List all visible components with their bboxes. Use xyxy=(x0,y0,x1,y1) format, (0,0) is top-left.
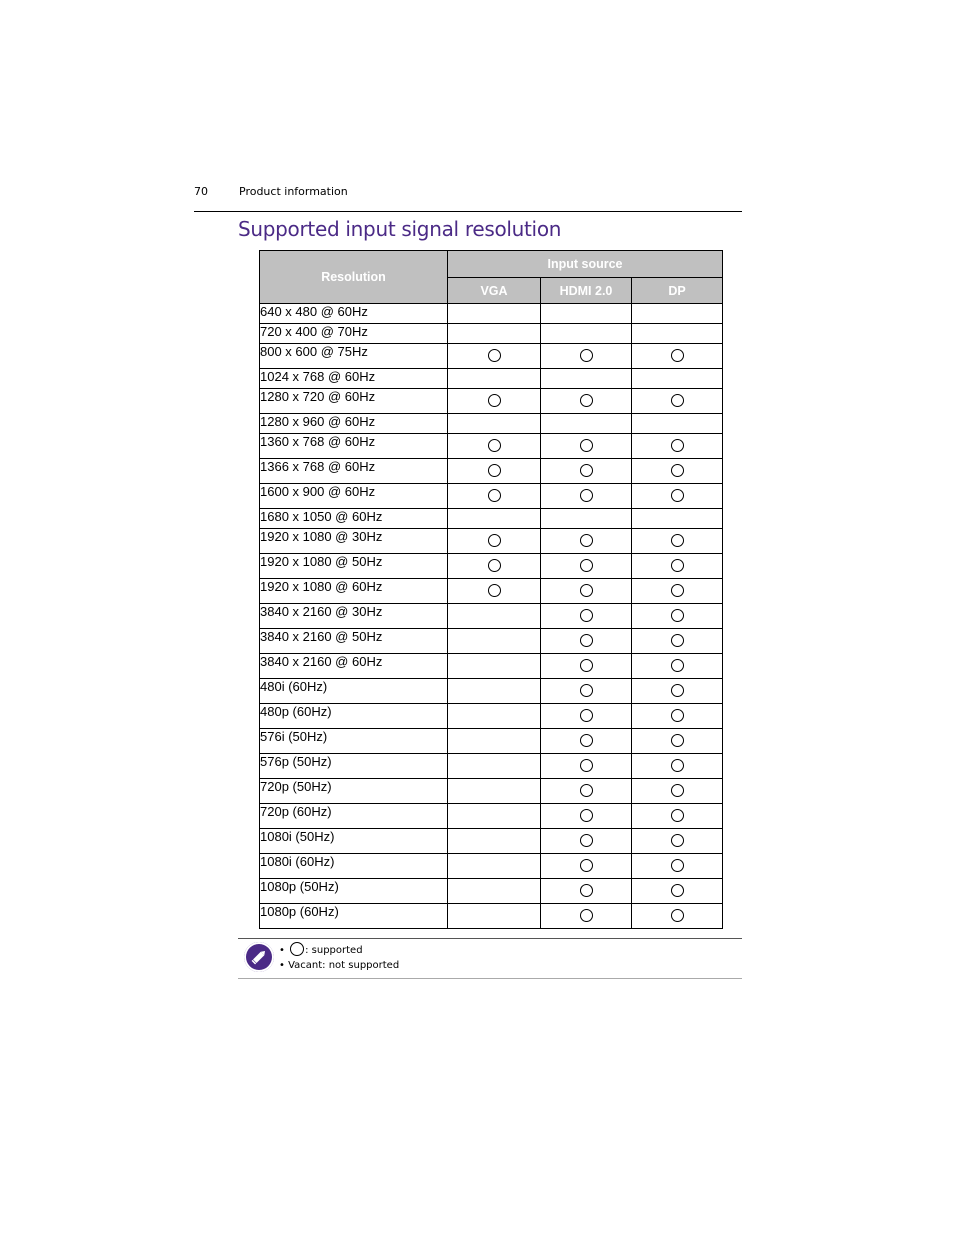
support-cell-dp xyxy=(632,414,723,434)
support-cell-dp xyxy=(632,754,723,779)
support-cell-dp xyxy=(632,804,723,829)
table-body xyxy=(260,304,723,929)
supported-circle-icon xyxy=(580,684,593,697)
support-cell-vga xyxy=(448,629,541,654)
table-row xyxy=(260,389,723,414)
page-header xyxy=(194,184,742,212)
supported-circle-icon xyxy=(671,834,684,847)
support-cell-hdmi xyxy=(541,704,632,729)
pencil-note-icon xyxy=(244,942,274,972)
support-cell-vga xyxy=(448,324,541,344)
supported-circle-icon xyxy=(671,759,684,772)
input-source-header: Input source xyxy=(448,251,723,278)
note-bullet: • xyxy=(279,960,285,971)
support-cell-dp xyxy=(632,324,723,344)
resolution-cell: 720p (60Hz) xyxy=(260,804,448,829)
column-header-vga: VGA xyxy=(448,278,541,304)
table-row xyxy=(260,904,723,929)
resolution-cell: 720p (50Hz) xyxy=(260,779,448,804)
support-cell-dp xyxy=(632,679,723,704)
resolution-cell: 1280 x 720 @ 60Hz xyxy=(260,389,448,414)
section-name: Product information xyxy=(239,185,348,198)
table-row xyxy=(260,484,723,509)
supported-circle-icon xyxy=(580,809,593,822)
support-cell-dp xyxy=(632,304,723,324)
resolution-cell: 3840 x 2160 @ 30Hz xyxy=(260,604,448,629)
support-cell-hdmi xyxy=(541,579,632,604)
support-cell-dp xyxy=(632,579,723,604)
supported-circle-icon xyxy=(488,534,501,547)
resolution-cell: 640 x 480 @ 60Hz xyxy=(260,304,448,324)
support-cell-dp xyxy=(632,879,723,904)
support-cell-hdmi xyxy=(541,304,632,324)
support-cell-dp xyxy=(632,344,723,369)
supported-circle-icon xyxy=(671,349,684,362)
support-cell-vga xyxy=(448,579,541,604)
table-row xyxy=(260,369,723,389)
resolution-cell: 576p (50Hz) xyxy=(260,754,448,779)
support-cell-vga xyxy=(448,484,541,509)
supported-circle-icon xyxy=(671,559,684,572)
supported-circle-icon xyxy=(671,884,684,897)
supported-circle-icon xyxy=(671,634,684,647)
table-row xyxy=(260,344,723,369)
table-row xyxy=(260,704,723,729)
supported-circle-icon xyxy=(671,859,684,872)
support-cell-hdmi xyxy=(541,344,632,369)
supported-circle-icon xyxy=(580,584,593,597)
support-cell-dp xyxy=(632,654,723,679)
support-cell-hdmi xyxy=(541,829,632,854)
table-row xyxy=(260,779,723,804)
table-row xyxy=(260,579,723,604)
supported-circle-icon xyxy=(580,784,593,797)
resolution-cell: 1366 x 768 @ 60Hz xyxy=(260,459,448,484)
supported-circle-icon xyxy=(671,464,684,477)
resolution-table xyxy=(259,250,723,929)
support-cell-vga xyxy=(448,459,541,484)
supported-circle-icon xyxy=(671,534,684,547)
support-cell-dp xyxy=(632,904,723,929)
support-cell-hdmi xyxy=(541,604,632,629)
table-row xyxy=(260,304,723,324)
support-cell-dp xyxy=(632,629,723,654)
table-row xyxy=(260,509,723,529)
supported-circle-icon xyxy=(580,609,593,622)
resolution-cell: 1280 x 960 @ 60Hz xyxy=(260,414,448,434)
support-cell-dp xyxy=(632,854,723,879)
support-cell-vga xyxy=(448,879,541,904)
supported-circle-icon xyxy=(671,489,684,502)
support-cell-hdmi xyxy=(541,414,632,434)
support-cell-vga xyxy=(448,729,541,754)
support-cell-hdmi xyxy=(541,529,632,554)
support-cell-dp xyxy=(632,779,723,804)
supported-circle-icon xyxy=(580,464,593,477)
supported-circle-icon xyxy=(580,859,593,872)
note-supported-line xyxy=(279,943,363,957)
support-cell-hdmi xyxy=(541,679,632,704)
resolution-cell: 576i (50Hz) xyxy=(260,729,448,754)
support-cell-vga xyxy=(448,554,541,579)
support-cell-vga xyxy=(448,654,541,679)
table-row xyxy=(260,459,723,484)
supported-circle-icon xyxy=(580,909,593,922)
supported-circle-icon xyxy=(488,489,501,502)
resolution-cell: 480p (60Hz) xyxy=(260,704,448,729)
supported-circle-icon xyxy=(671,684,684,697)
supported-circle-icon xyxy=(671,809,684,822)
table-row xyxy=(260,729,723,754)
supported-circle-icon xyxy=(580,489,593,502)
table-row xyxy=(260,804,723,829)
supported-circle-icon xyxy=(580,394,593,407)
support-cell-dp xyxy=(632,389,723,414)
resolution-cell: 720 x 400 @ 70Hz xyxy=(260,324,448,344)
note-box xyxy=(238,938,742,979)
support-cell-dp xyxy=(632,459,723,484)
supported-circle-icon xyxy=(671,439,684,452)
note-supported-text: : supported xyxy=(305,945,363,956)
resolution-cell: 3840 x 2160 @ 50Hz xyxy=(260,629,448,654)
supported-circle-icon xyxy=(671,609,684,622)
resolution-cell: 1680 x 1050 @ 60Hz xyxy=(260,509,448,529)
support-cell-hdmi xyxy=(541,324,632,344)
table-row xyxy=(260,829,723,854)
support-cell-hdmi xyxy=(541,554,632,579)
support-cell-vga xyxy=(448,854,541,879)
support-cell-vga xyxy=(448,344,541,369)
resolution-cell: 1024 x 768 @ 60Hz xyxy=(260,369,448,389)
support-cell-hdmi xyxy=(541,434,632,459)
table-row xyxy=(260,414,723,434)
supported-circle-icon xyxy=(290,942,304,956)
support-cell-hdmi xyxy=(541,629,632,654)
support-cell-dp xyxy=(632,704,723,729)
support-cell-vga xyxy=(448,434,541,459)
support-cell-vga xyxy=(448,604,541,629)
resolution-cell: 1360 x 768 @ 60Hz xyxy=(260,434,448,459)
resolution-header: Resolution xyxy=(260,251,448,304)
page-number: 70 xyxy=(194,185,208,198)
table-row xyxy=(260,629,723,654)
support-cell-hdmi xyxy=(541,654,632,679)
support-cell-dp xyxy=(632,604,723,629)
resolution-cell: 1080i (50Hz) xyxy=(260,829,448,854)
table-row xyxy=(260,654,723,679)
support-cell-dp xyxy=(632,509,723,529)
table-row xyxy=(260,554,723,579)
supported-circle-icon xyxy=(671,394,684,407)
supported-circle-icon xyxy=(488,394,501,407)
support-cell-vga xyxy=(448,369,541,389)
support-cell-hdmi xyxy=(541,879,632,904)
support-cell-hdmi xyxy=(541,854,632,879)
support-cell-hdmi xyxy=(541,779,632,804)
supported-circle-icon xyxy=(580,439,593,452)
supported-circle-icon xyxy=(488,349,501,362)
supported-circle-icon xyxy=(580,349,593,362)
support-cell-vga xyxy=(448,754,541,779)
page-title: Supported input signal resolution xyxy=(238,217,562,241)
support-cell-vga xyxy=(448,414,541,434)
supported-circle-icon xyxy=(580,634,593,647)
support-cell-vga xyxy=(448,904,541,929)
supported-circle-icon xyxy=(671,784,684,797)
resolution-cell: 480i (60Hz) xyxy=(260,679,448,704)
support-cell-vga xyxy=(448,704,541,729)
column-header-dp: DP xyxy=(632,278,723,304)
support-cell-hdmi xyxy=(541,389,632,414)
resolution-cell: 1080p (50Hz) xyxy=(260,879,448,904)
support-cell-dp xyxy=(632,529,723,554)
support-cell-dp xyxy=(632,554,723,579)
supported-circle-icon xyxy=(671,709,684,722)
support-cell-vga xyxy=(448,679,541,704)
supported-circle-icon xyxy=(580,534,593,547)
resolution-cell: 1600 x 900 @ 60Hz xyxy=(260,484,448,509)
supported-circle-icon xyxy=(580,734,593,747)
support-cell-vga xyxy=(448,804,541,829)
support-cell-hdmi xyxy=(541,904,632,929)
table-row xyxy=(260,754,723,779)
supported-circle-icon xyxy=(488,584,501,597)
support-cell-vga xyxy=(448,779,541,804)
resolution-cell: 1080i (60Hz) xyxy=(260,854,448,879)
support-cell-hdmi xyxy=(541,754,632,779)
note-bullet: • xyxy=(279,945,285,956)
supported-circle-icon xyxy=(488,439,501,452)
supported-circle-icon xyxy=(580,709,593,722)
table-row xyxy=(260,879,723,904)
supported-circle-icon xyxy=(580,834,593,847)
supported-circle-icon xyxy=(488,464,501,477)
support-cell-dp xyxy=(632,829,723,854)
support-cell-hdmi xyxy=(541,804,632,829)
table-row xyxy=(260,324,723,344)
supported-circle-icon xyxy=(671,584,684,597)
support-cell-vga xyxy=(448,829,541,854)
note-vacant-line xyxy=(279,960,399,971)
supported-circle-icon xyxy=(671,659,684,672)
supported-circle-icon xyxy=(580,759,593,772)
support-cell-dp xyxy=(632,369,723,389)
table-row xyxy=(260,854,723,879)
resolution-cell: 3840 x 2160 @ 60Hz xyxy=(260,654,448,679)
support-cell-hdmi xyxy=(541,484,632,509)
table-row xyxy=(260,679,723,704)
column-header-hdmi: HDMI 2.0 xyxy=(541,278,632,304)
support-cell-hdmi xyxy=(541,369,632,389)
support-cell-vga xyxy=(448,389,541,414)
supported-circle-icon xyxy=(671,909,684,922)
resolution-cell: 1920 x 1080 @ 30Hz xyxy=(260,529,448,554)
support-cell-hdmi xyxy=(541,459,632,484)
supported-circle-icon xyxy=(580,559,593,572)
note-vacant-text: Vacant: not supported xyxy=(288,960,400,971)
supported-circle-icon xyxy=(488,559,501,572)
supported-circle-icon xyxy=(580,659,593,672)
table-row xyxy=(260,434,723,459)
support-cell-vga xyxy=(448,529,541,554)
support-cell-dp xyxy=(632,434,723,459)
supported-circle-icon xyxy=(580,884,593,897)
support-cell-dp xyxy=(632,484,723,509)
support-cell-hdmi xyxy=(541,509,632,529)
resolution-cell: 1920 x 1080 @ 60Hz xyxy=(260,579,448,604)
resolution-cell: 1080p (60Hz) xyxy=(260,904,448,929)
support-cell-hdmi xyxy=(541,729,632,754)
table-row xyxy=(260,529,723,554)
resolution-cell: 800 x 600 @ 75Hz xyxy=(260,344,448,369)
support-cell-vga xyxy=(448,509,541,529)
support-cell-dp xyxy=(632,729,723,754)
resolution-cell: 1920 x 1080 @ 50Hz xyxy=(260,554,448,579)
support-cell-vga xyxy=(448,304,541,324)
supported-circle-icon xyxy=(671,734,684,747)
table-row xyxy=(260,604,723,629)
